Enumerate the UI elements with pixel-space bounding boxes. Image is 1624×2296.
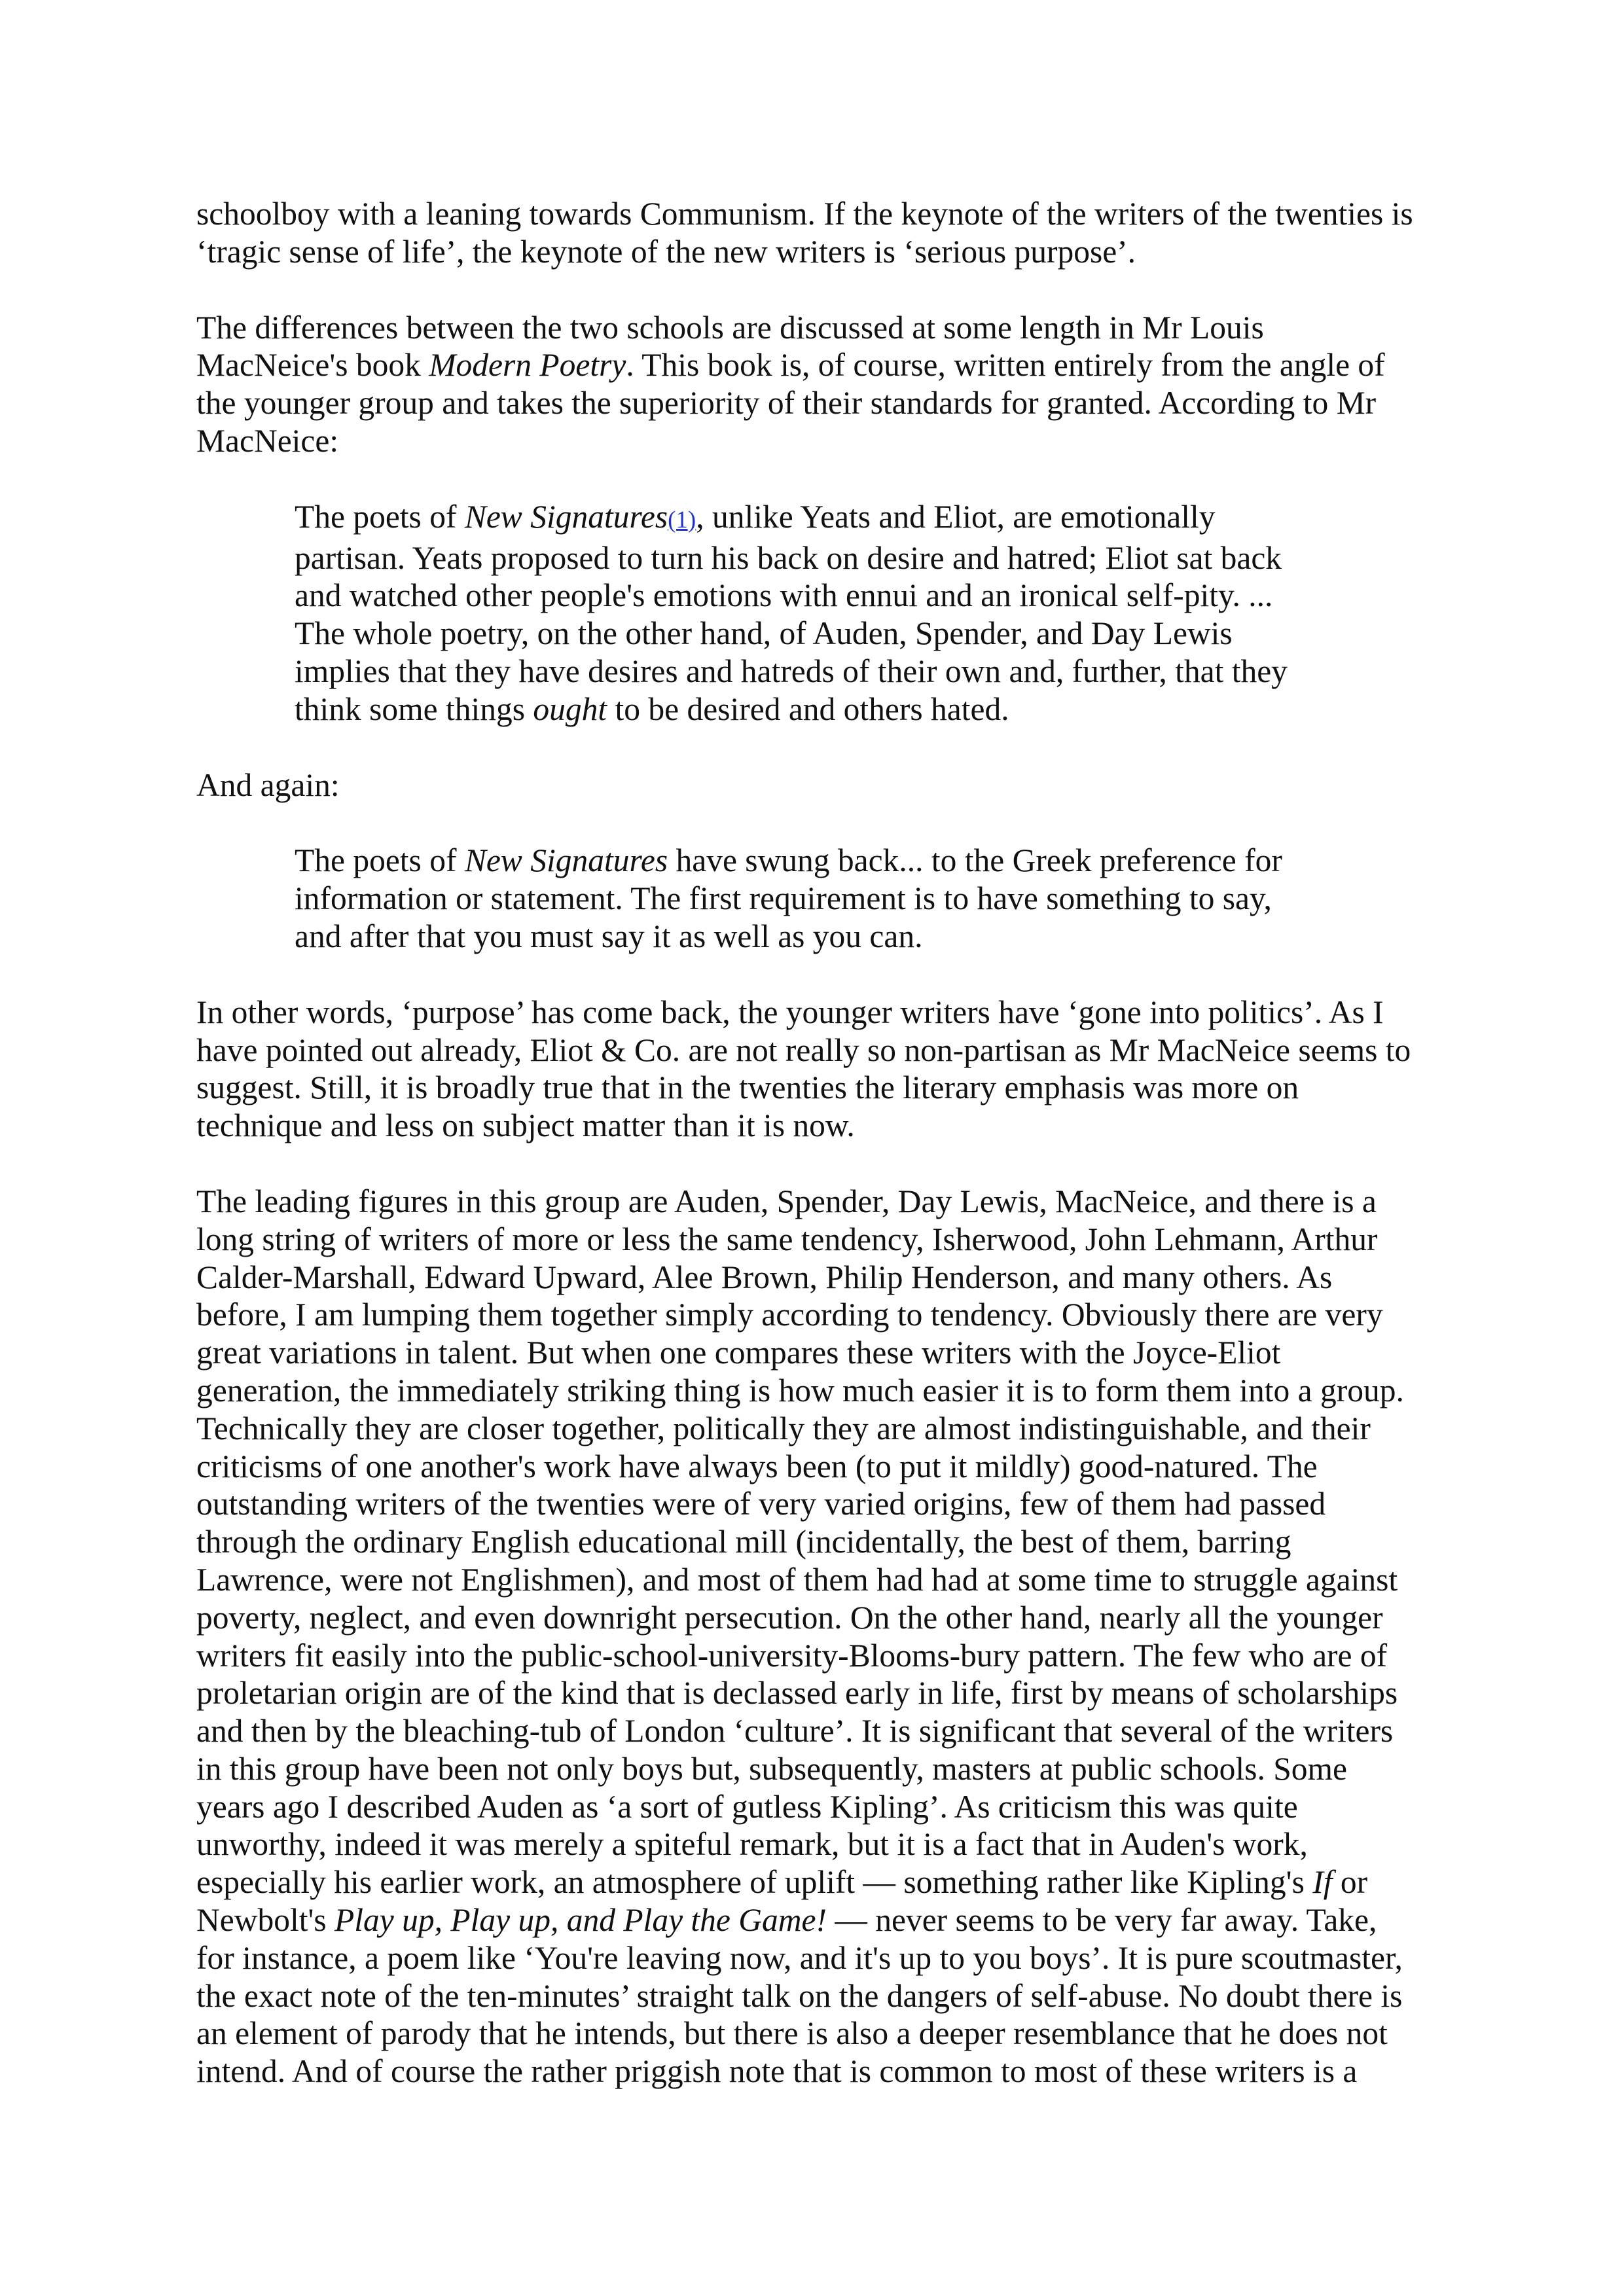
book-title-new-signatures: New Signatures — [464, 498, 668, 535]
quote-line: and after that you must say it as well as you can. — [295, 918, 923, 954]
text-line: Lawrence, were not Englishmen), and most of them had had at some time to struggle against — [196, 1561, 1398, 1598]
text-segment: have swung back... to the Greek preference for — [668, 842, 1282, 879]
quote-line: implies that they have desires and hatreds of their own and, further, that they — [295, 653, 1288, 689]
text-line: outstanding writers of the twenties were of very varied origins, few of them had passed — [196, 1486, 1326, 1522]
text-line — [196, 346, 1447, 384]
text-segment: , unlike Yeats and Eliot, are emotionally — [696, 498, 1216, 535]
quote-line: partisan. Yeats proposed to turn his back on desire and hatred; Eliot sat back — [295, 539, 1282, 576]
text-segment: think some things — [295, 691, 533, 727]
text-line — [196, 1863, 1447, 1901]
text-line: MacNeice: — [196, 422, 339, 459]
text-line: proletarian origin are of the kind that is declassed early in life, first by means of scholarships — [196, 1675, 1398, 1712]
text-segment: MacNeice's book — [196, 347, 429, 384]
text-line: and then by the bleaching-tub of London ‘culture’. It is significant that several of the writers — [196, 1713, 1394, 1749]
text-line: criticisms of one another's work have always been (to put it mildly) good-natured. The — [196, 1448, 1318, 1484]
poem-title-if: If — [1312, 1864, 1333, 1901]
text-line: in this group have been not only boys but, subsequently, masters at public schools. Some — [196, 1750, 1347, 1787]
text-segment: to be desired and others hated. — [607, 691, 1009, 727]
paragraph-3 — [196, 766, 1447, 804]
quote-line: The whole poetry, on the other hand, of Auden, Spender, and Day Lewis — [295, 615, 1233, 652]
text-line: intend. And of course the rather priggish note that is common to most of these writers is a — [196, 2053, 1358, 2090]
text-line: the younger group and takes the superiority of their standards for granted. According to Mr — [196, 385, 1377, 422]
text-line: years ago I described Auden as ‘a sort of gutless Kipling’. As criticism this was quite — [196, 1788, 1298, 1825]
book-title-modern-poetry: Modern Poetry — [429, 347, 626, 384]
footnote-link[interactable]: (1) — [668, 506, 696, 533]
paragraph-2 — [196, 309, 1447, 460]
document-page — [196, 195, 1447, 2090]
text-line: The leading figures in this group are Auden, Spender, Day Lewis, MacNeice, and there is a — [196, 1183, 1377, 1219]
text-segment: especially his earlier work, an atmosphere of uplift — something rather like Kipling's — [196, 1864, 1313, 1901]
quote-line: and watched other people's emotions with ennui and an ironical self-pity. ... — [295, 577, 1273, 614]
quote-line — [295, 691, 1322, 728]
text-line: In other words, ‘purpose’ has come back, the younger writers have ‘gone into politics’. As I — [196, 994, 1384, 1030]
emphasis-ought: ought — [533, 691, 607, 727]
text-line: great variations in talent. But when one compares these writers with the Joyce-Eliot — [196, 1335, 1281, 1371]
text-line: through the ordinary English educational mill (incidentally, the best of them, barring — [196, 1524, 1291, 1560]
text-line: schoolboy with a leaning towards Communism. If the keynote of the writers of the twenties is — [196, 196, 1413, 232]
text-line: unworthy, indeed it was merely a spiteful remark, but it is a fact that in Auden's work, — [196, 1826, 1308, 1863]
text-segment: The poets of — [295, 842, 465, 879]
text-line: long string of writers of more or less the same tendency, Isherwood, John Lehmann, Arthur — [196, 1221, 1378, 1257]
text-line: ‘tragic sense of life’, the keynote of the new writers is ‘serious purpose’. — [196, 233, 1136, 270]
poem-title-play-up: Play up, Play up, and Play the Game! — [334, 1902, 827, 1939]
text-line: for instance, a poem like ‘You're leaving now, and it's up to you boys’. It is pure scoutmaster, — [196, 1939, 1403, 1976]
text-line: the exact note of the ten-minutes’ straight talk on the dangers of self-abuse. No doubt there is — [196, 1977, 1403, 2014]
paragraph-1 — [196, 195, 1447, 271]
block-quote-1 — [295, 498, 1322, 728]
text-line: Technically they are closer together, politically they are almost indistinguishable, and their — [196, 1410, 1371, 1446]
paragraph-5 — [196, 1183, 1447, 2090]
text-line: Calder-Marshall, Edward Upward, Alee Brown, Philip Henderson, and many others. As — [196, 1259, 1333, 1295]
text-line: have pointed out already, Eliot & Co. are not really so non-partisan as Mr MacNeice seems to — [196, 1031, 1411, 1068]
text-line: before, I am lumping them together simply according to tendency. Obviously there are very — [196, 1297, 1383, 1333]
text-line: technique and less on subject matter than it is now. — [196, 1107, 855, 1144]
paragraph-4 — [196, 994, 1447, 1145]
text-line: writers fit easily into the public-school-university-Blooms-bury pattern. The few who are of — [196, 1637, 1388, 1674]
text-segment: . This book is, of course, written entirely from the angle of — [626, 347, 1385, 384]
text-line: suggest. Still, it is broadly true that in the twenties the literary emphasis was more on — [196, 1069, 1299, 1106]
book-title-new-signatures: New Signatures — [464, 842, 668, 879]
text-line: an element of parody that he intends, but there is also a deeper resemblance that he does not — [196, 2015, 1388, 2052]
text-line: poverty, neglect, and even downright persecution. On the other hand, nearly all the younger — [196, 1599, 1383, 1636]
text-segment: The poets of — [295, 498, 465, 535]
quote-line: information or statement. The first requirement is to have something to say, — [295, 880, 1272, 917]
text-segment: Newbolt's — [196, 1902, 335, 1939]
quote-line — [295, 842, 1322, 880]
text-segment: — never seems to be very far away. Take, — [826, 1902, 1377, 1939]
quote-line — [295, 498, 1322, 539]
text-line: generation, the immediately striking thing is how much easier it is to form them into a group. — [196, 1372, 1404, 1408]
block-quote-2 — [295, 842, 1322, 955]
text-line: The differences between the two schools are discussed at some length in Mr Louis — [196, 309, 1264, 346]
text-line — [196, 1901, 1447, 1939]
text-segment: or — [1332, 1864, 1368, 1901]
text-line: And again: — [196, 766, 340, 803]
